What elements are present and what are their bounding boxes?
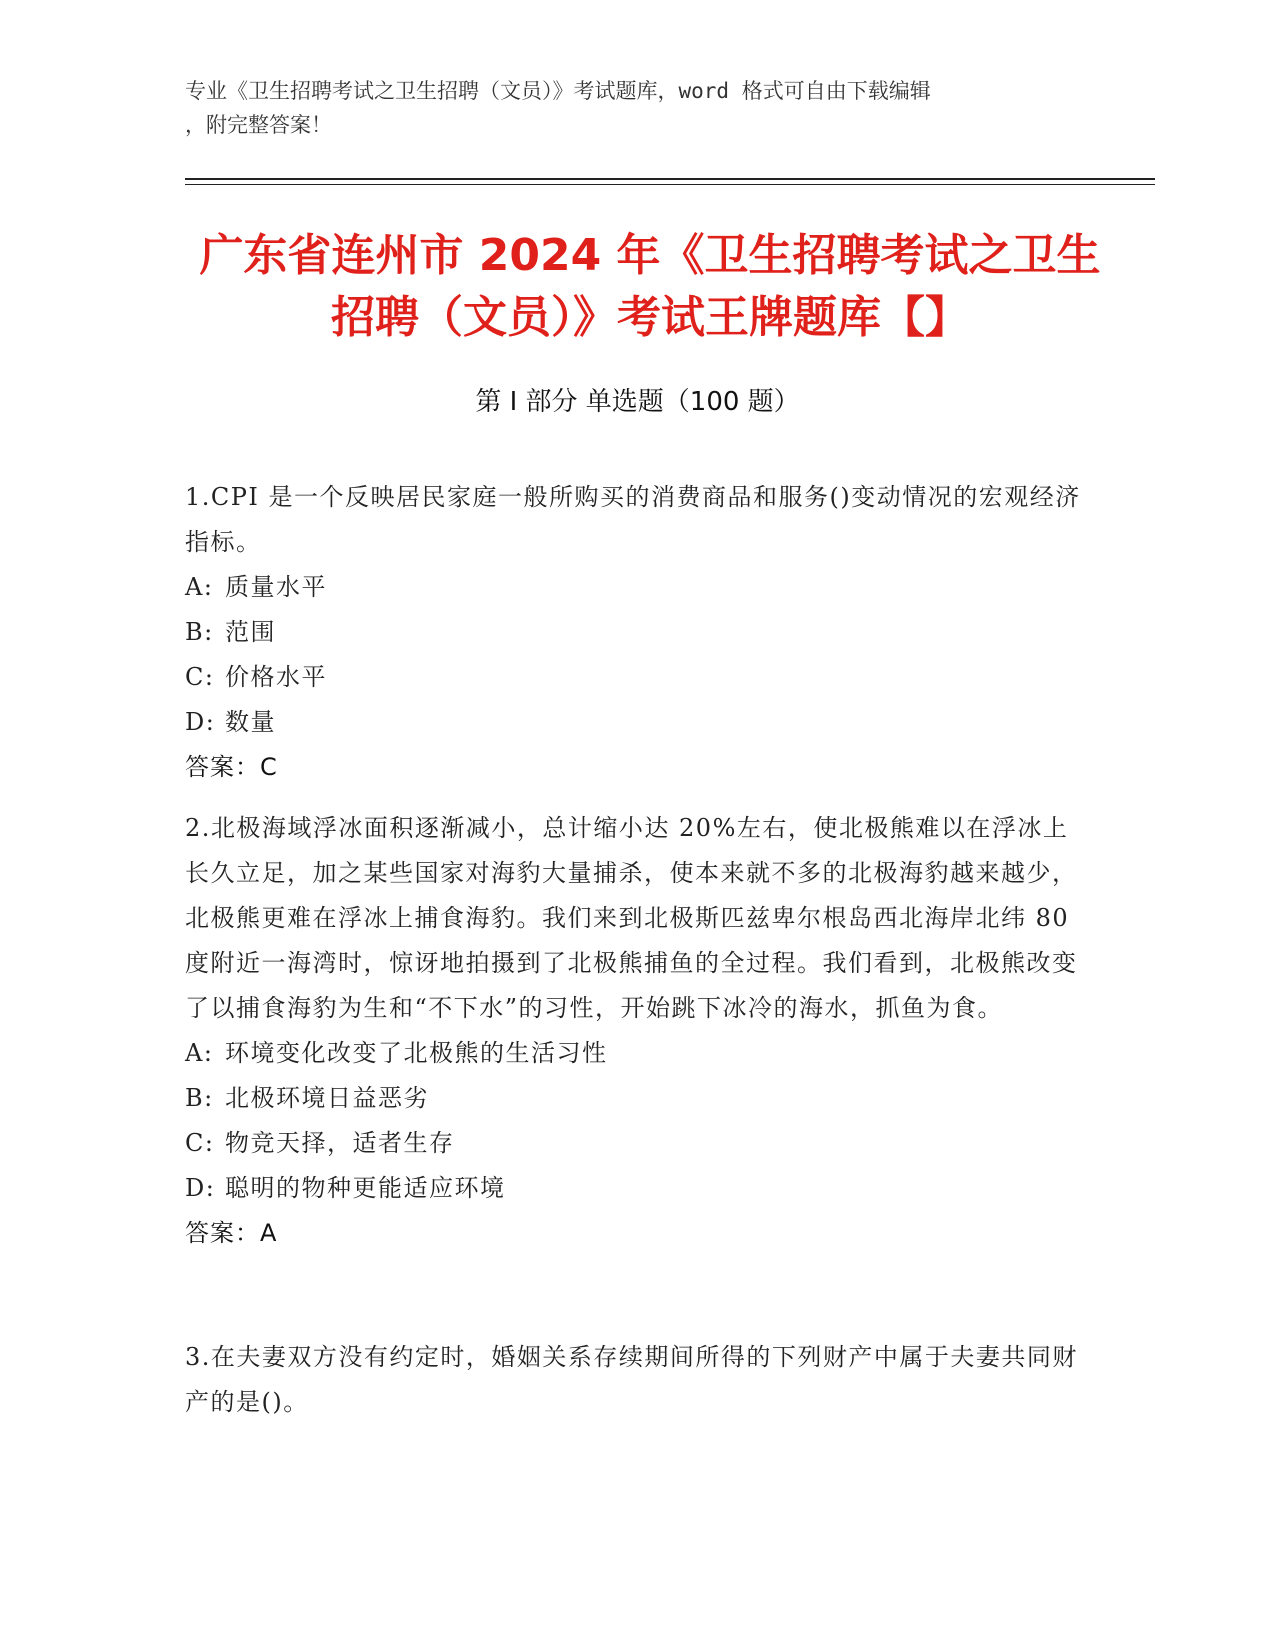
question-stem: 2.北极海域浮冰面积逐渐减小，总计缩小达 20%左右，使北极熊难以在浮冰上长久立足，加之某些国家对海豹大量捕杀，使本来就不多的北极海豹越来越少，北极熊更难在浮冰上捕食海豹。我们来到北极斯匹兹卑尔根岛西北海岸北纬 80 度附近一海湾时，惊讶地拍摄到了北极熊捕鱼的全过程。我们看到，北极熊改变了以捕食海豹为生和“不下水”的习性，开始跳下冰冷的海水，抓鱼为食。	[185, 814, 1078, 1022]
option-b	[185, 610, 1090, 655]
option-text: 价格水平	[225, 663, 327, 691]
option-a	[185, 1031, 1090, 1076]
option-c	[185, 655, 1090, 700]
option-text: 质量水平	[225, 573, 327, 601]
option-d	[185, 1166, 1090, 1211]
option-text: 物竞天择，适者生存	[225, 1129, 455, 1157]
option-letter: A:	[185, 1039, 214, 1067]
question-2	[185, 806, 1090, 1256]
section-heading: 第 I 部分 单选题（100 题）	[475, 387, 800, 417]
header-note	[185, 74, 1085, 142]
header-note-line1: 专业《卫生招聘考试之卫生招聘（文员）》考试题库，word 格式可自由下载编辑	[185, 79, 931, 103]
option-text: 聪明的物种更能适应环境	[225, 1174, 506, 1202]
header-rule-thick	[185, 178, 1155, 180]
question-3	[185, 1335, 1090, 1425]
option-text: 北极环境日益恶劣	[225, 1084, 429, 1112]
header-note-line2: ，附完整答案！	[185, 113, 332, 137]
option-d	[185, 700, 1090, 745]
answer-line: 答案：A	[185, 1219, 278, 1247]
option-letter: B:	[185, 1084, 214, 1112]
option-a	[185, 565, 1090, 610]
title-line2: 招聘（文员）》考试王牌题库【】	[331, 292, 969, 343]
question-1	[185, 475, 1090, 790]
option-letter: C:	[185, 1129, 215, 1157]
option-b	[185, 1076, 1090, 1121]
question-stem: 1.CPI 是一个反映居民家庭一般所购买的消费商品和服务()变动情况的宏观经济指标。	[185, 483, 1081, 556]
header-rule-thin	[185, 184, 1155, 185]
title-line1: 广东省连州市 2024 年《卫生招聘考试之卫生	[199, 230, 1101, 281]
option-c	[185, 1121, 1090, 1166]
option-letter: A:	[185, 573, 214, 601]
document-title	[180, 225, 1120, 349]
answer-line: 答案：C	[185, 753, 278, 781]
option-letter: C:	[185, 663, 215, 691]
option-letter: B:	[185, 618, 214, 646]
question-stem: 3.在夫妻双方没有约定时，婚姻关系存续期间所得的下列财产中属于夫妻共同财产的是()。	[185, 1343, 1078, 1416]
option-text: 数量	[225, 708, 276, 736]
option-letter: D:	[185, 708, 216, 736]
option-text: 范围	[225, 618, 276, 646]
option-text: 环境变化改变了北极熊的生活习性	[225, 1039, 608, 1067]
option-letter: D:	[185, 1174, 216, 1202]
